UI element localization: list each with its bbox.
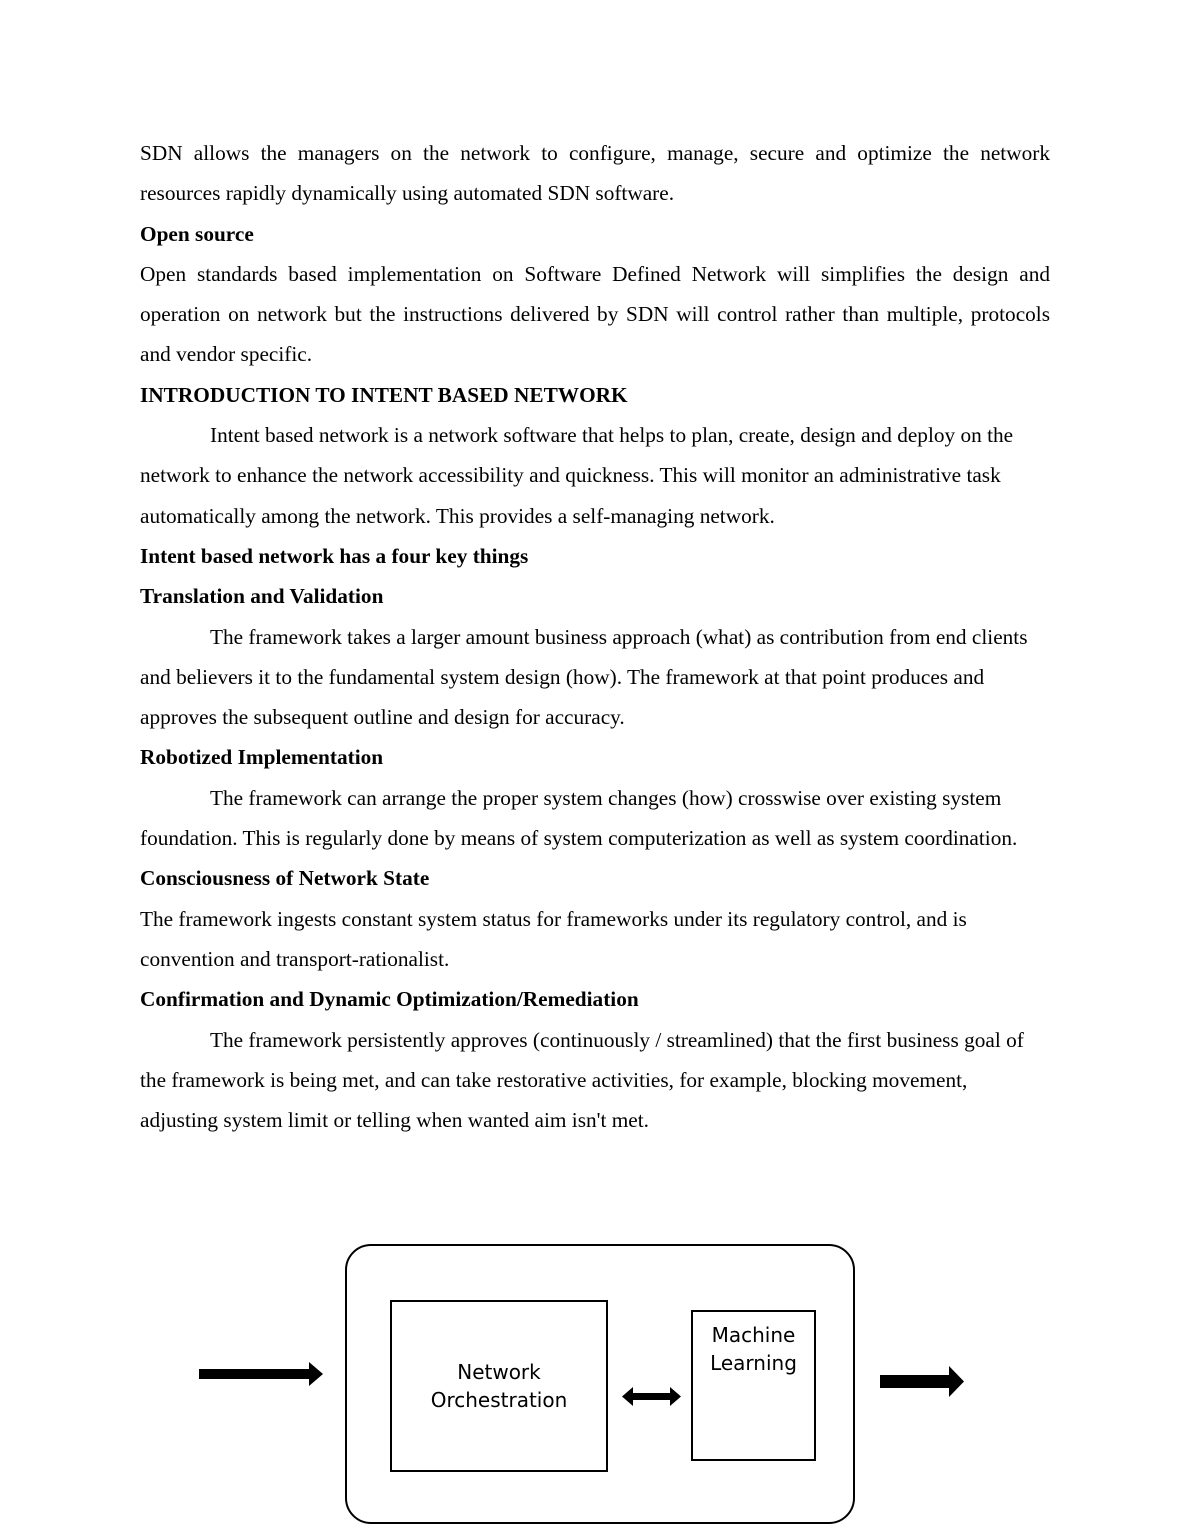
confirmation-paragraph: The framework persistently approves (continuously / streamlined) that the first business goal of the framework is being met, and can take restorative activities, for example, blocking movement, adjusting system limit or telling when wanted aim isn't met. — [140, 1027, 1024, 1133]
key-things-heading: Intent based network has a four key things — [140, 543, 529, 568]
document-body — [140, 133, 1050, 1140]
output-arrow-icon — [880, 1366, 964, 1397]
consciousness-heading: Consciousness of Network State — [140, 866, 430, 891]
ibn-system-container — [345, 1244, 855, 1524]
network-orchestration-label: Network Orchestration — [430, 1360, 568, 1412]
translation-heading: Translation and Validation — [140, 584, 384, 609]
ibn-paragraph: Intent based network is a network software that helps to plan, create, design and deploy on the network to enhance the network accessibility and quickness. This will monitor an administrative task automatically among the network. This provides a self-managing network. — [140, 423, 1014, 528]
intro-paragraph: SDN allows the managers on the network to configure, manage, secure and optimize the network resources rapidly dynamically using automated SDN software. — [140, 141, 1050, 206]
machine-learning-box — [691, 1310, 816, 1461]
translation-paragraph: The framework takes a larger amount business approach (what) as contribution from end clients and believers it to the fundamental system design (how). The framework at that point produces and approves the subsequent outline and design for accuracy. — [140, 624, 1028, 730]
machine-learning-label: Machine Learning — [710, 1323, 797, 1375]
confirmation-heading: Confirmation and Dynamic Optimization/Remediation — [140, 987, 639, 1012]
open-source-heading: Open source — [140, 221, 254, 246]
robotized-heading: Robotized Implementation — [140, 745, 384, 770]
network-orchestration-box — [390, 1300, 608, 1472]
open-source-paragraph: Open standards based implementation on Software Defined Network will simplifies the design and operation on network but the instructions delivered by SDN will control rather than multiple, protocols and vendor specific. — [140, 261, 1050, 367]
robotized-paragraph: The framework can arrange the proper system changes (how) crosswise over existing system foundation. This is regularly done by means of system computerization as well as system coordination. — [140, 785, 1018, 851]
ibn-heading: INTRODUCTION TO INTENT BASED NETWORK — [140, 382, 628, 407]
input-arrow-icon — [199, 1362, 323, 1386]
bidirectional-arrow-icon — [622, 1387, 681, 1406]
consciousness-paragraph: The framework ingests constant system status for frameworks under its regulatory control, and is convention and transport-rationalist. — [140, 906, 967, 971]
